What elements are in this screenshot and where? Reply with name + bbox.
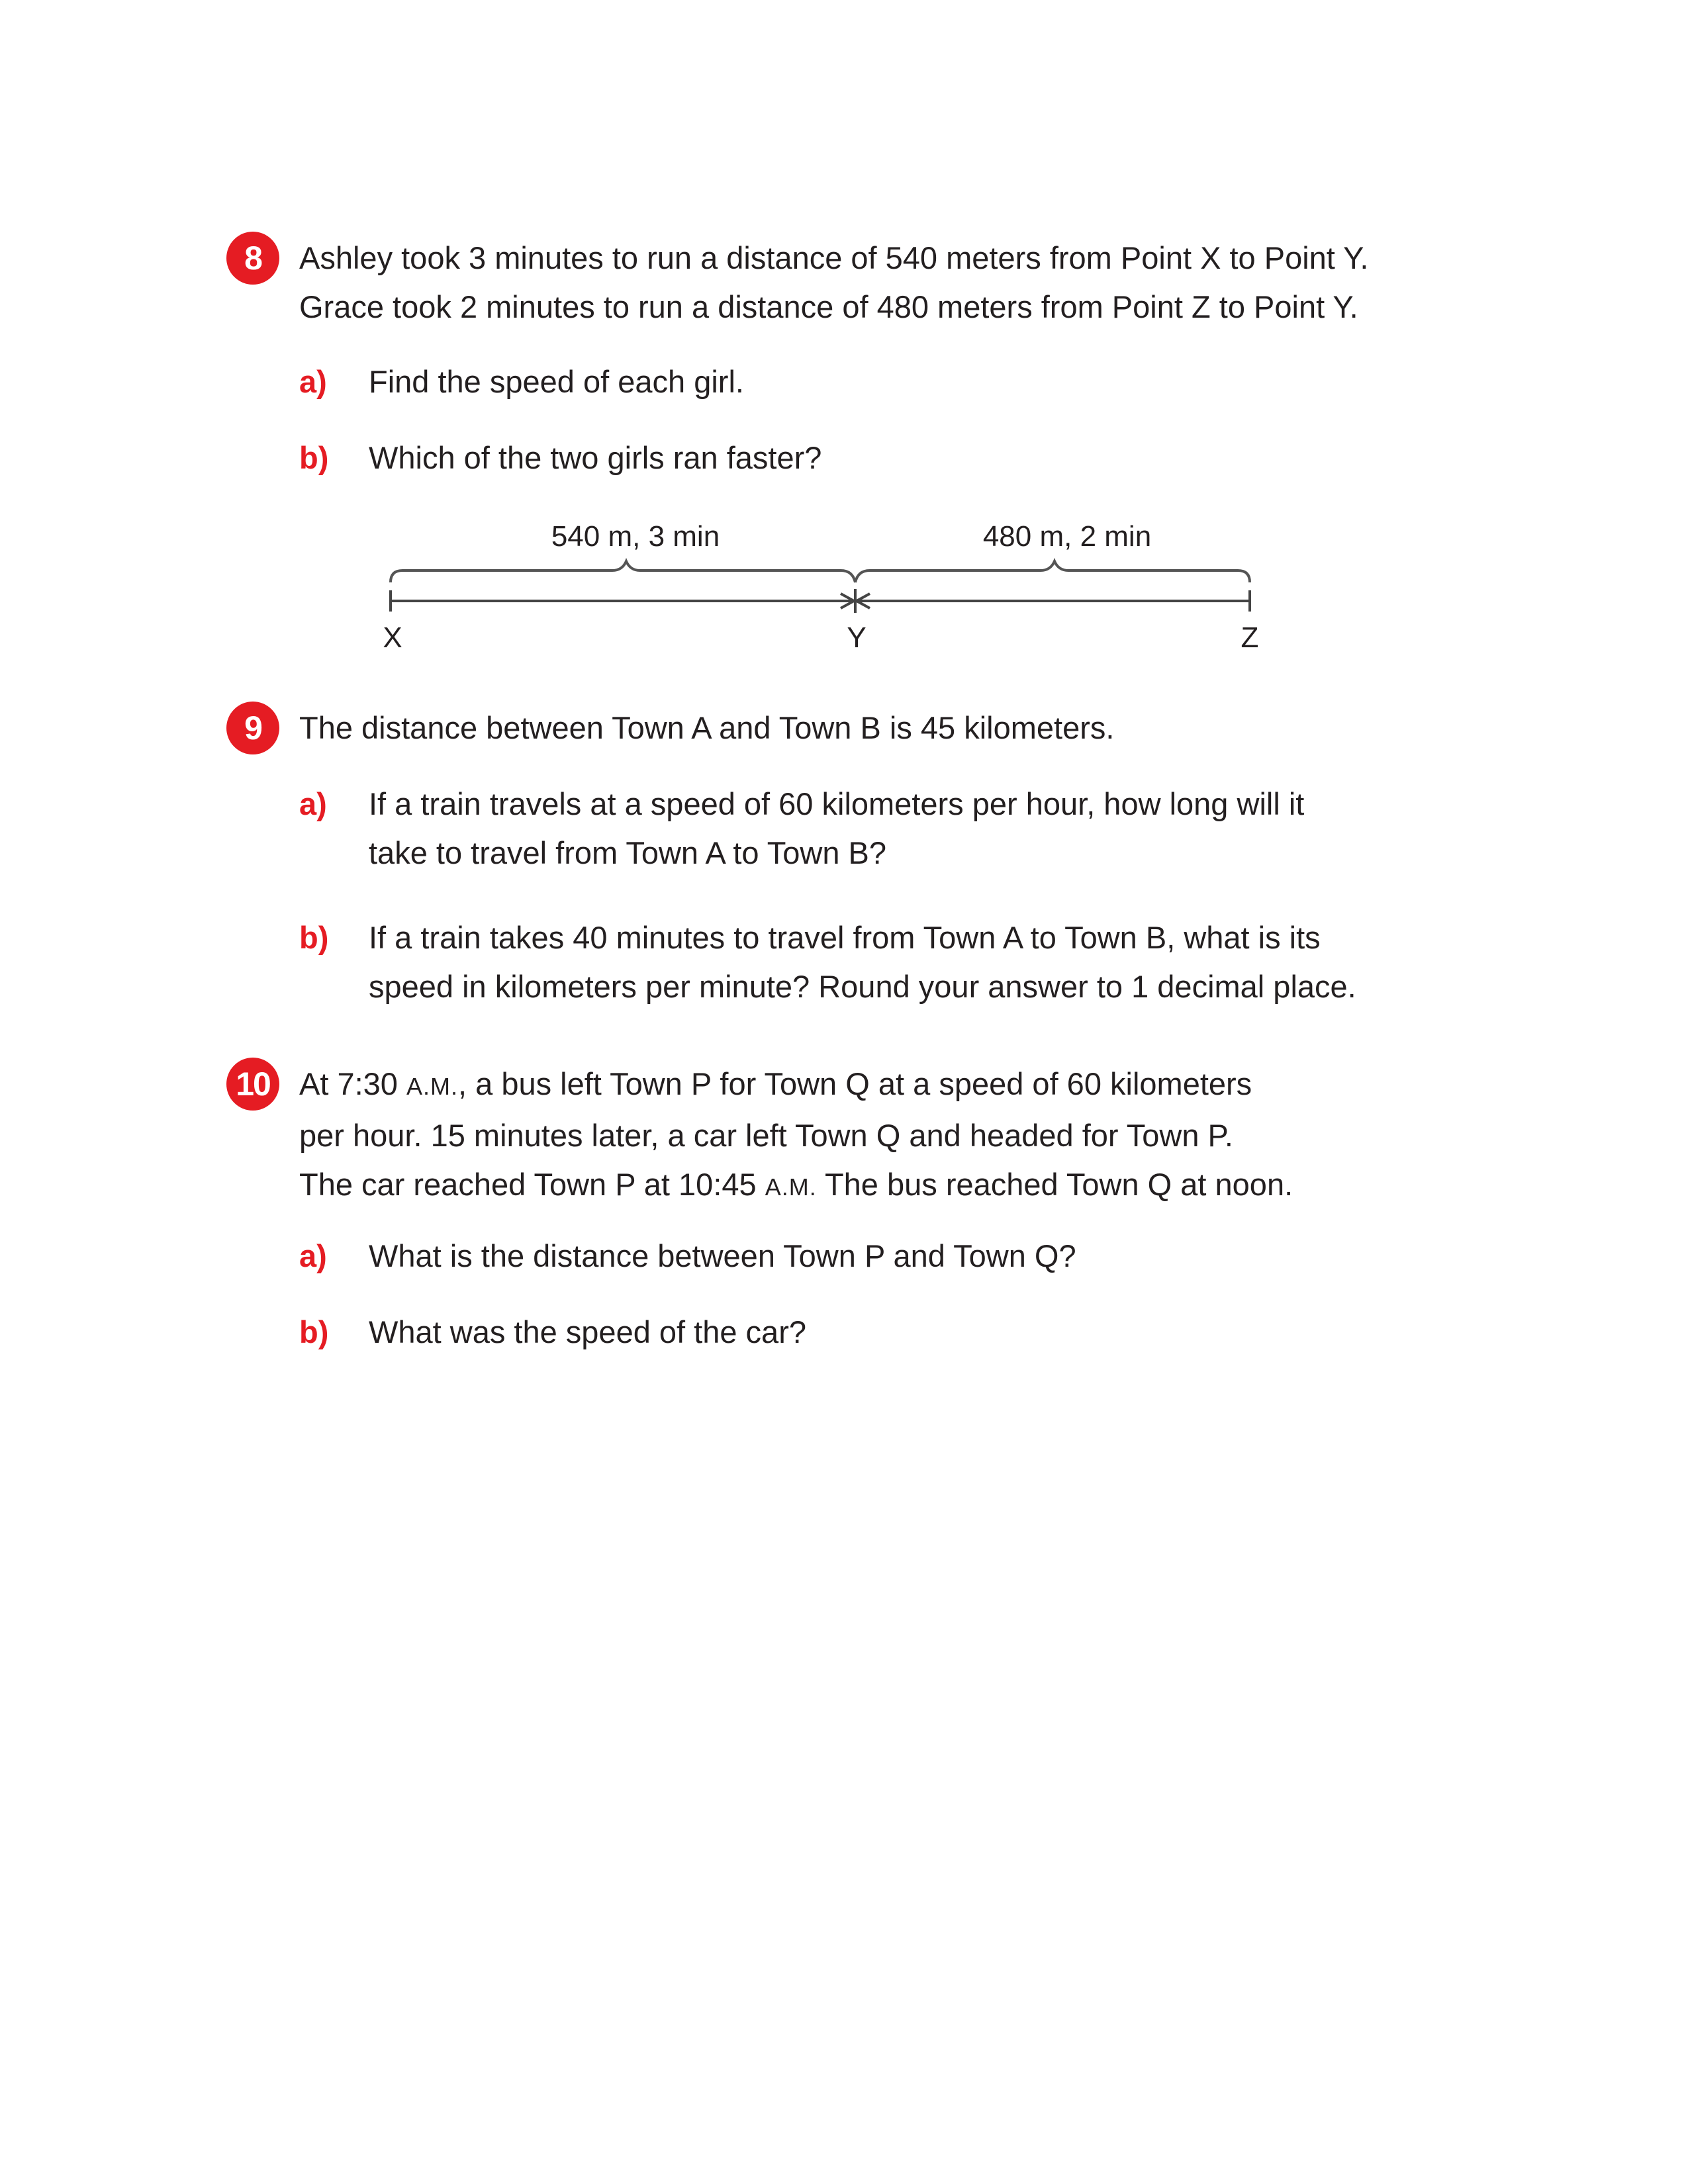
problem-8 <box>226 232 1484 708</box>
part-letter: b) <box>299 920 329 955</box>
part-line: Which of the two girls ran faster? <box>369 440 822 475</box>
problem-stem <box>299 234 1491 332</box>
problem-number-badge: 10 <box>226 1058 279 1111</box>
stem-line: Grace took 2 minutes to run a distance of 480 meters from Point Z to Point Y. <box>299 289 1358 324</box>
part-line: What was the speed of the car? <box>369 1314 806 1349</box>
part-letter: a) <box>299 786 327 821</box>
part-line: If a train takes 40 minutes to travel from Town A to Town B, what is its <box>369 920 1321 955</box>
part-letter: a) <box>299 1238 327 1273</box>
part-text <box>369 433 1481 482</box>
part-line: Find the speed of each girl. <box>369 364 744 399</box>
point-label-y: Y <box>847 621 867 654</box>
stem-line <box>299 1060 1491 1111</box>
part-line: What is the distance between Town P and Town Q? <box>369 1238 1076 1273</box>
stem-text: The car reached Town P at 10:45 <box>299 1167 765 1202</box>
stem-line: per hour. 15 minutes later, a car left Town Q and headed for Town P. <box>299 1118 1233 1153</box>
problem-number-badge: 8 <box>226 232 279 285</box>
part-line: speed in kilometers per minute? Round your answer to 1 decimal place. <box>369 969 1356 1004</box>
problem-10 <box>226 1058 1484 1355</box>
am-label: A.M. <box>406 1073 459 1100</box>
am-label: A.M. <box>765 1173 817 1201</box>
part-text <box>369 913 1481 1011</box>
stem-text: , a bus left Town P for Town Q at a speed of 60 kilometers <box>458 1066 1252 1101</box>
point-label-z: Z <box>1241 621 1259 654</box>
point-label-x: X <box>383 621 402 654</box>
part-text <box>369 357 1481 406</box>
part-text <box>369 1232 1481 1281</box>
stem-line <box>299 1160 1491 1212</box>
problem-number-badge: 9 <box>226 702 279 754</box>
part-letter: b) <box>299 440 329 475</box>
segment-right-label: 480 m, 2 min <box>982 520 1152 553</box>
stem-text: The bus reached Town Q at noon. <box>816 1167 1293 1202</box>
stem-line: Ashley took 3 minutes to run a distance of 540 meters from Point X to Point Y. <box>299 240 1369 275</box>
stem-text: At 7:30 <box>299 1066 406 1101</box>
part-letter: b) <box>299 1314 329 1349</box>
segment-left-label: 540 m, 3 min <box>551 520 720 553</box>
part-letter: a) <box>299 364 327 399</box>
part-line: If a train travels at a speed of 60 kilometers per hour, how long will it <box>369 786 1305 821</box>
stem-line: The distance between Town A and Town B is 45 kilometers. <box>299 710 1115 745</box>
part-line: take to travel from Town A to Town B? <box>369 835 887 870</box>
problem-stem <box>299 704 1491 752</box>
problem-stem <box>299 1060 1491 1212</box>
problem-9 <box>226 702 1484 1013</box>
part-text <box>369 1308 1481 1357</box>
part-text <box>369 780 1481 878</box>
